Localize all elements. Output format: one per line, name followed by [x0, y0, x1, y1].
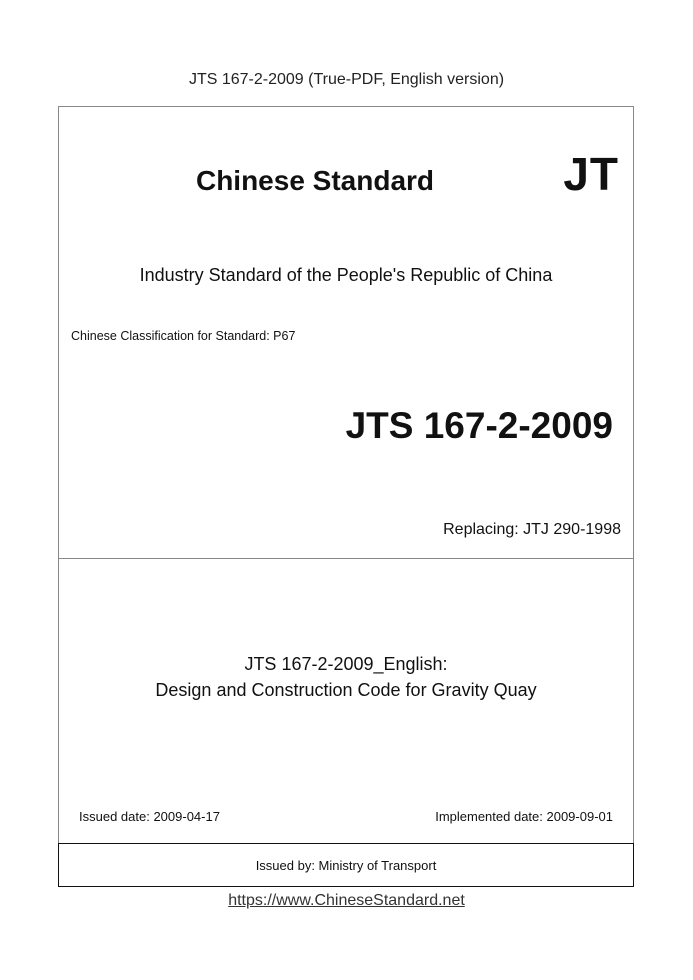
document-title-line-2: Design and Construction Code for Gravity Quay — [155, 680, 537, 700]
document-title-line-1: JTS 167-2-2009_English: — [244, 654, 448, 674]
standard-title: Chinese Standard — [195, 165, 435, 196]
cover-title-section — [58, 558, 634, 844]
industry-code-mark: JT — [563, 148, 619, 200]
classification-text: Chinese Classification for Standard: P67 — [71, 329, 296, 343]
website-link[interactable]: https://www.ChineseStandard.net — [228, 892, 465, 909]
issuer-text: Issued by: Ministry of Transport — [255, 857, 437, 873]
cover-top-section — [58, 106, 634, 559]
page-header: JTS 167-2-2009 (True-PDF, English version) — [188, 71, 505, 88]
implemented-date: Implemented date: 2009-09-01 — [435, 809, 613, 824]
standard-number: JTS 167-2-2009 — [345, 405, 613, 446]
issuer-box — [58, 843, 634, 887]
industry-standard-line: Industry Standard of the People's Republic of China — [139, 265, 553, 285]
document-title — [59, 651, 633, 703]
replacing-text: Replacing: JTJ 290-1998 — [443, 521, 621, 538]
issued-date: Issued date: 2009-04-17 — [79, 809, 220, 824]
